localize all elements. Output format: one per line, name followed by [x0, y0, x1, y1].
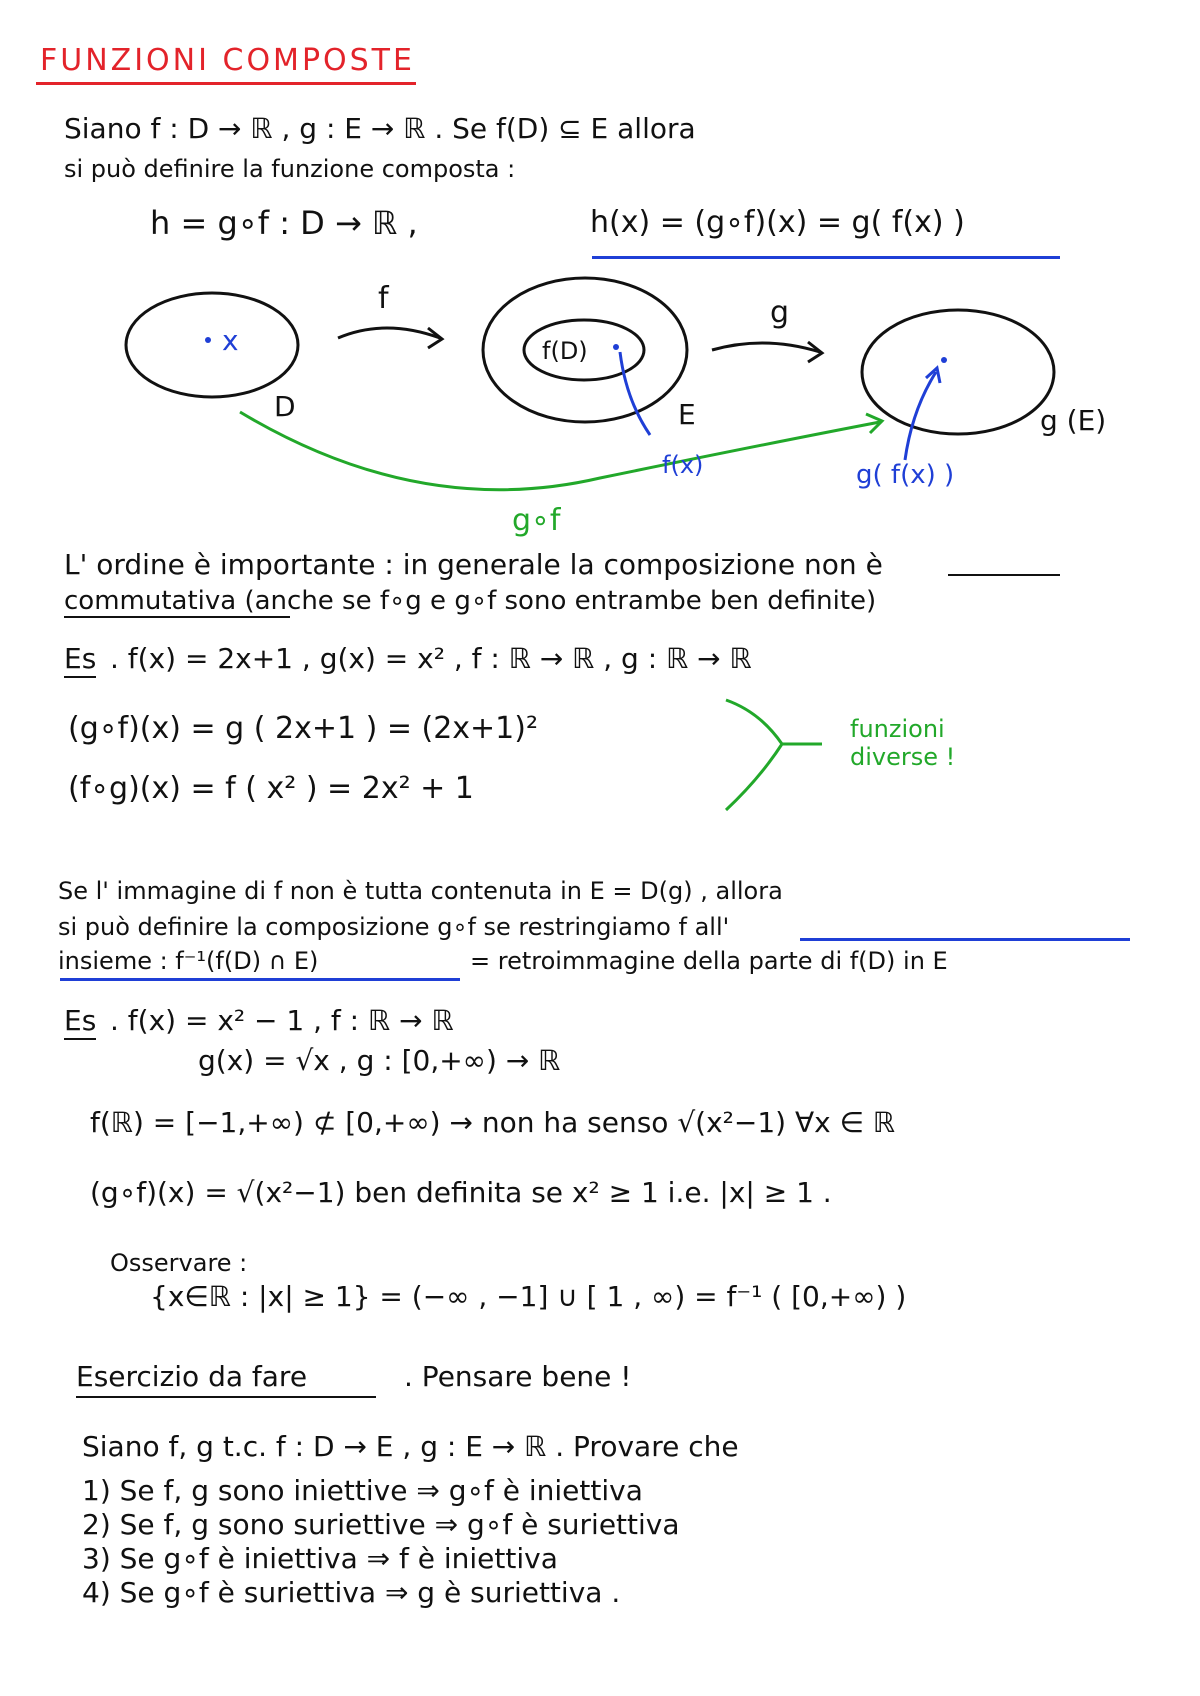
example-1-tag: Es [64, 642, 96, 678]
example-1-definition: . f(x) = 2x+1 , g(x) = x² , f : ℝ → ℝ , g : ℝ → ℝ [110, 642, 752, 675]
example-1-fog: (f∘g)(x) = f ( x² ) = 2x² + 1 [68, 771, 474, 806]
exercise-item: 1) Se f, g sono iniettive ⇒ g∘f è iniettiva [82, 1474, 643, 1507]
green-brace [726, 700, 782, 810]
restriction-underline-2 [800, 938, 1130, 941]
example-2-label [64, 1004, 96, 1038]
exercise-intro: Siano f, g t.c. f : D → E , g : E → ℝ . Provare che [82, 1430, 739, 1463]
diagram-label-gfx: g( f(x) ) [856, 460, 955, 490]
restriction-line-2: si può definire la composizione g∘f se restringiamo f all' [58, 913, 730, 941]
exercise-hint: . Pensare bene ! [404, 1360, 632, 1393]
exercise-item: 4) Se g∘f è suriettiva ⇒ g è suriettiva . [82, 1576, 621, 1609]
page-title: FUNZIONI COMPOSTE [40, 43, 415, 78]
example-2-gof: (g∘f)(x) = √(x²−1) ben definita se x² ≥ 1 i.e. |x| ≥ 1 . [90, 1176, 832, 1209]
exercise-item: 2) Se f, g sono suriettive ⇒ g∘f è suriettiva [82, 1508, 680, 1541]
restriction-underline-1 [60, 978, 460, 981]
observe-label: Osservare : [110, 1249, 248, 1277]
example-2-f-definition: . f(x) = x² − 1 , f : ℝ → ℝ [110, 1004, 454, 1037]
diagram-label-fd: f(D) [542, 337, 588, 365]
order-line-2: commutativa (anche se f∘g e g∘f sono entrambe ben definite) [64, 586, 877, 616]
diagram-label-fx: f(x) [662, 451, 704, 479]
composite-formula: h(x) = (g∘f)(x) = g( f(x) ) [590, 205, 965, 240]
intro-line-2: si può definire la funzione composta : [64, 155, 516, 183]
composite-definition: h = g∘f : D → ℝ , [150, 204, 418, 242]
note-line-1: funzioni [850, 715, 945, 743]
exercise-heading: Esercizio da fare [76, 1360, 308, 1393]
diagram-label-x: x [222, 324, 239, 357]
example-1-gof: (g∘f)(x) = g ( 2x+1 ) = (2x+1)² [68, 711, 538, 746]
example-2-g-definition: g(x) = √x , g : [0,+∞) → ℝ [198, 1044, 561, 1077]
order-line-1: L' ordine è importante : in generale la composizione non è [64, 548, 883, 581]
observe-set: {x∈ℝ : |x| ≥ 1} = (−∞ , −1] ∪ [ 1 , ∞) = f⁻¹ ( [0,+∞) ) [150, 1280, 907, 1313]
diagram-label-e: E [678, 398, 696, 431]
restriction-line-1: Se l' immagine di f non è tutta contenuta in E = D(g) , allora [58, 877, 783, 905]
example-2-image: f(ℝ) = [−1,+∞) ⊄ [0,+∞) → non ha senso √(x²−1) ∀x ∈ ℝ [90, 1106, 896, 1139]
example-2-tag: Es [64, 1004, 96, 1040]
intro-line-1: Siano f : D → ℝ , g : E → ℝ . Se f(D) ⊆ E allora [64, 112, 696, 145]
diagram-label-g: g [770, 295, 790, 330]
exercise-item: 3) Se g∘f è iniettiva ⇒ f è iniettiva [82, 1542, 558, 1575]
restriction-line-3b: = retroimmagine della parte di f(D) in E [470, 947, 948, 975]
diagram-label-ge: g (E) [1040, 404, 1107, 437]
exercise-underline [76, 1396, 376, 1398]
note-line-2: diverse ! [850, 743, 956, 771]
diagram-label-d: D [274, 390, 296, 423]
diagram-label-f: f [378, 281, 389, 316]
diagram-label-gof: g∘f [512, 503, 561, 538]
restriction-line-3a: insieme : f⁻¹(f(D) ∩ E) [58, 947, 319, 975]
